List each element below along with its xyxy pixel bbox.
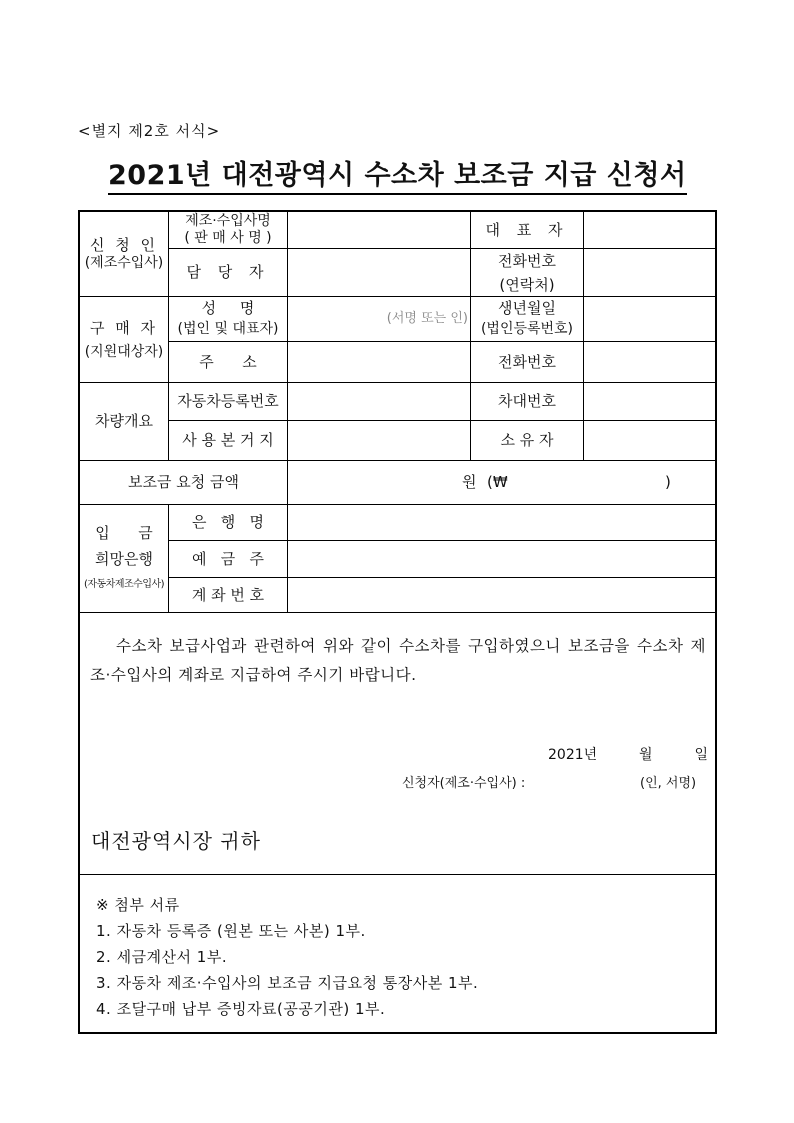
buyer-phone-label: 전화번호 — [498, 352, 556, 371]
list-item: 3. 자동차 제조·수입사의 보조금 지급요청 통장사본 1부. — [96, 974, 479, 992]
list-item: 2. 세금계산서 1부. — [96, 948, 228, 966]
seal-note: (인, 서명) — [640, 776, 697, 791]
buyer-phone-field[interactable] — [584, 342, 715, 382]
buyer-sublabel: (지원대상자) — [84, 343, 164, 360]
manager-label: 담 당 자 — [186, 263, 270, 282]
date-month: 월 — [639, 747, 653, 763]
application-statement: 수소차 보급사업과 관련하여 위와 같이 수소차를 구입하였으니 보조금을 수소차 제조·수입사의 계좌로 지급하여 주시기 바랍니다. — [90, 637, 706, 684]
list-item: 4. 조달구매 납부 증빙자료(공공기관) 1부. — [96, 1000, 386, 1018]
representative-field[interactable] — [584, 212, 715, 248]
birth-date-label: 생년월일 (법인등록번호) — [480, 299, 574, 337]
bank-section-label — [80, 505, 168, 612]
registration-number-label: 자동차등록번호 — [177, 392, 279, 411]
list-item: 1. 자동차 등록증 (원본 또는 사본) 1부. — [96, 922, 366, 940]
subsidy-amount-field[interactable] — [288, 461, 715, 504]
applicant-phone-label: 전화번호 (연락처) — [498, 251, 556, 294]
section-divider — [78, 874, 717, 875]
company-name-label: 제조·수입사명 ( 판 매 사 명 ) — [184, 213, 272, 246]
depositor-field[interactable] — [288, 541, 715, 577]
subsidy-amount-label: 보조금 요청 금액 — [128, 473, 239, 492]
chassis-number-label: 차대번호 — [498, 392, 556, 411]
bank-name-label: 은 행 명 — [191, 513, 265, 532]
applicant-section-label — [80, 212, 168, 296]
bank-name-field[interactable] — [288, 505, 715, 540]
buyer-label: 구 매 자 — [89, 318, 158, 337]
document-title: 2021년 대전광역시 수소차 보조금 지급 신청서 — [108, 153, 687, 195]
won-label: 원 — [462, 473, 477, 491]
company-name-field[interactable] — [288, 212, 470, 248]
table-border-bottom — [78, 1032, 717, 1034]
manager-field[interactable] — [288, 249, 470, 296]
owner-label: 소 유 자 — [500, 431, 554, 450]
representative-label: 대 표 자 — [485, 220, 569, 239]
buyer-name-label: 성 명 (법인 및 대표자) — [177, 299, 279, 337]
preferred-bank-label: 희망은행 — [95, 549, 153, 568]
base-location-label: 사 용 본 거 지 — [182, 431, 274, 450]
applicant-label: 신 청 인 — [89, 235, 158, 254]
date-year: 2021년 — [548, 747, 598, 763]
owner-field[interactable] — [584, 421, 715, 460]
table-border-right — [715, 210, 717, 1034]
currency-close: ) — [665, 473, 671, 491]
currency-open: (₩ — [487, 473, 508, 491]
addressee: 대전광역시장 귀하 — [91, 829, 261, 853]
applicant-sublabel: (제조수입사) — [84, 254, 164, 271]
applicant-signature-line: 신청자(제조·수입사) : — [402, 776, 526, 791]
signature-hint: (서명 또는 인) — [386, 310, 468, 326]
date-line — [548, 744, 708, 764]
attachments-list — [96, 892, 478, 1022]
address-label: 주 소 — [199, 352, 257, 371]
birth-date-field[interactable] — [584, 297, 715, 341]
date-day: 일 — [694, 747, 708, 763]
applicant-phone-field[interactable] — [584, 249, 715, 296]
vehicle-section-label: 차량개요 — [95, 412, 153, 431]
bank-section-sublabel: (자동차제조수입사) — [83, 578, 165, 590]
section-divider — [78, 612, 717, 613]
attachments-heading: ※ 첨부 서류 — [96, 896, 180, 914]
depositor-label: 예 금 주 — [191, 549, 265, 568]
buyer-section-label — [80, 297, 168, 382]
registration-number-field[interactable] — [288, 383, 470, 420]
chassis-number-field[interactable] — [584, 383, 715, 420]
buyer-name-field[interactable] — [288, 297, 470, 341]
address-field[interactable] — [288, 342, 470, 382]
form-number-label: <별지 제2호 서식> — [78, 122, 221, 140]
deposit-label: 입 금 — [95, 523, 153, 542]
base-location-field[interactable] — [288, 421, 470, 460]
account-number-field[interactable] — [288, 578, 715, 612]
account-number-label: 계 좌 번 호 — [191, 585, 265, 604]
